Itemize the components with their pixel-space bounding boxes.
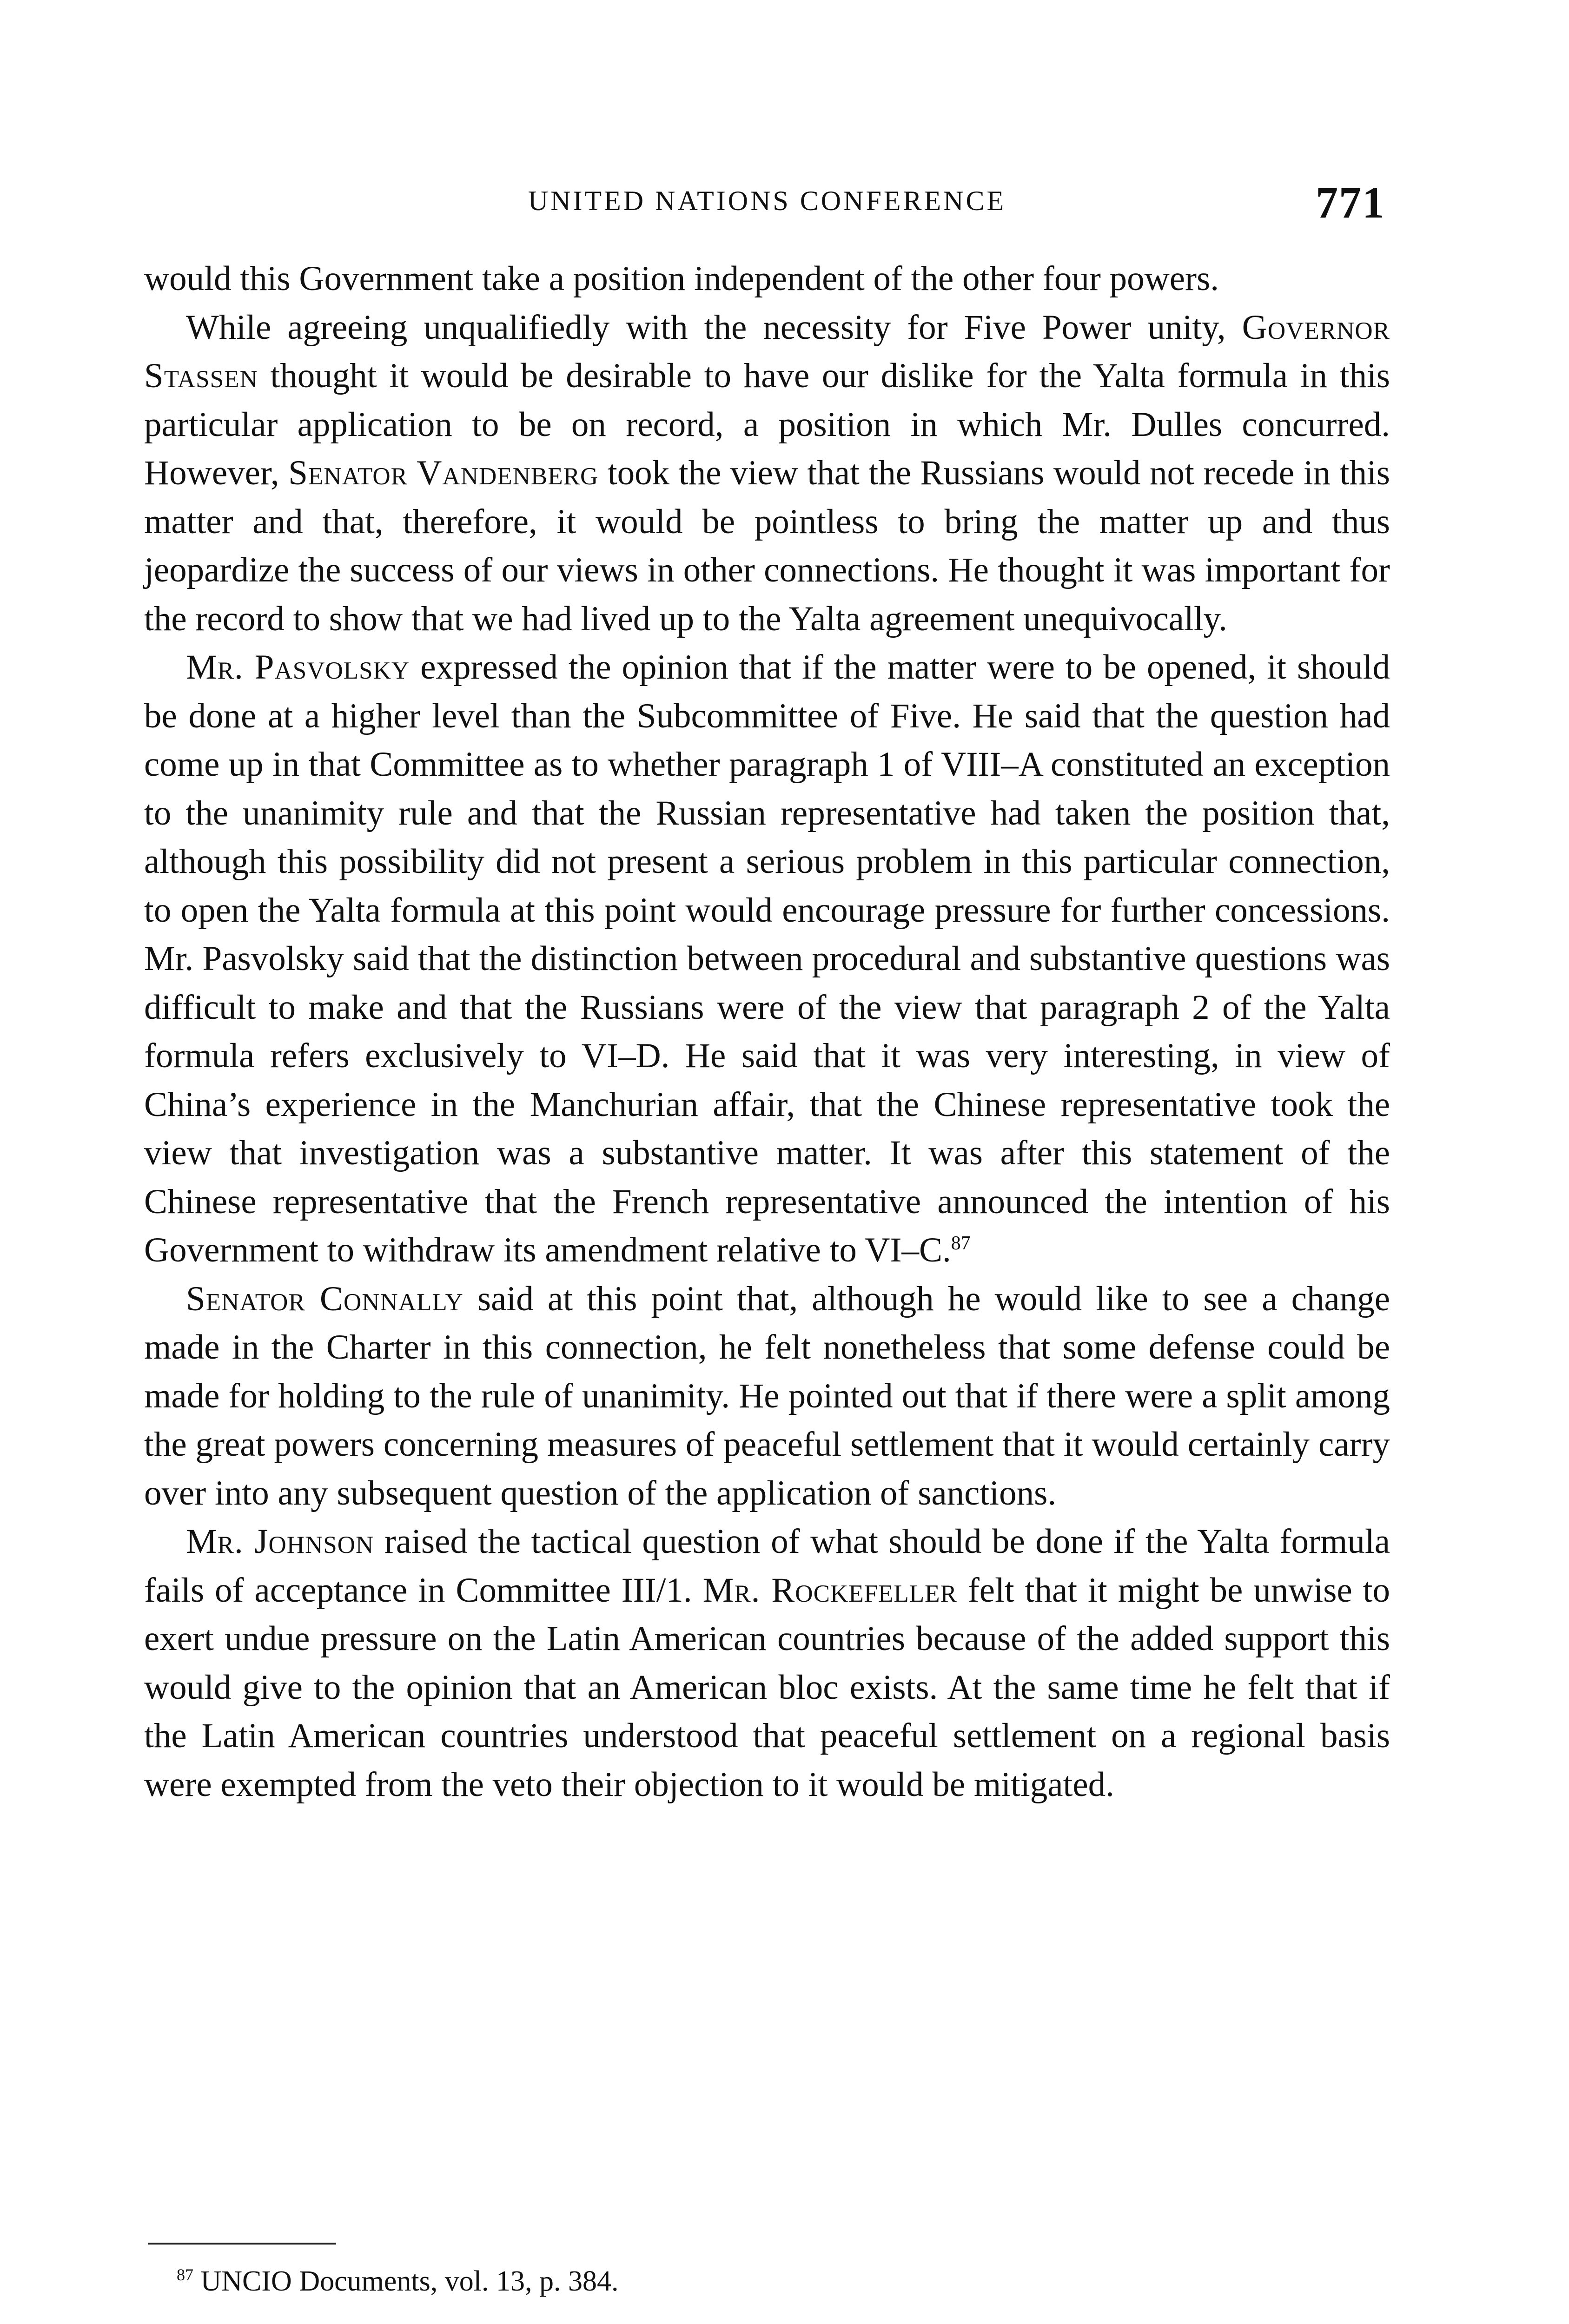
speaker-name: Governor Stassen	[144, 308, 1390, 395]
paragraph-2-text-2: thought it would be desirable to have our dislike for the Yalta formula in this particular application to be on record, a position in which Mr. Dulles concurred. However,	[144, 357, 1390, 492]
paragraph-4-text-1: said at this point that, although he would like to see a change made in the Charter in this connection, he felt nonetheless that some defense could be made for holding to the rule of unanimity. He pointed out that if there were a split among the great powers concerning measures of peaceful settlement that it would certainly carry over into any subsequent question of the application of sanctions.	[144, 1279, 1390, 1512]
running-head	[149, 177, 1385, 228]
footnote-reference: 87	[951, 1233, 971, 1254]
footnote	[177, 2263, 618, 2300]
paragraph-5	[144, 1518, 1390, 1809]
paragraph-2	[144, 304, 1390, 644]
paragraph-2-text-3: took the view that the Russians would not recede in this matter and that, therefore, it would be pointless to bring the matter up and thus jeopardize the success of our views in other connections. He thought it was important for the record to show that we had lived up to the Yalta agreement unequivocally.	[144, 454, 1390, 638]
paragraph-5-text-2: felt that it might be unwise to exert undue pressure on the Latin American countries because of the added support this would give to the opinion that an American bloc exists. At the same time he felt that if the Latin American countries understood that peaceful settlement on a regional basis were exempted from the veto their objection to it would be mitigated.	[144, 1571, 1390, 1804]
footnote-divider	[148, 2243, 336, 2245]
speaker-name: Senator Vandenberg	[288, 454, 599, 492]
speaker-name: Mr. Rockefeller	[702, 1571, 957, 1610]
paragraph-3-text-1: expressed the opinion that if the matter were to be opened, it should be done at a higher level than the Subcommittee of Five. He said that the question had come up in that Committee as to whether paragraph 1 of VIII–A constituted an exception to the unanimity rule and that the Russian representative had taken the position that, although this possibility did not present a serious problem in this particular connection, to open the Yalta formula at this point would encourage pressure for further concessions. Mr. Pasvolsky said that the distinction between procedural and substantive questions was difficult to make and that the Russians were of the view that paragraph 2 of the Yalta formula refers exclusively to VI–D. He said that it was very interesting, in view of China’s experience in the Manchurian affair, that the Chinese representative took the view that investigation was a substantive matter. It was after this statement of the Chinese representative that the French representative announced the intention of his Government to withdraw its amendment relative to VI–C.	[144, 648, 1390, 1269]
paragraph-4	[144, 1275, 1390, 1518]
paragraph-5-text-1: raised the tactical question of what should be done if the Yalta formula fails of acceptance in Committee III/1.	[144, 1522, 1390, 1610]
paragraph-2-text-1: While agreeing unqualifiedly with the necessity for Five Power unity,	[186, 308, 1242, 347]
footnote-text: UNCIO Documents, vol. 13, p. 384.	[200, 2265, 619, 2297]
speaker-name: Mr. Pasvolsky	[186, 648, 410, 687]
page-number: 771	[1316, 178, 1385, 227]
body-text	[144, 255, 1390, 1809]
footnote-marker: 87	[177, 2265, 193, 2284]
paragraph-3	[144, 643, 1390, 1275]
speaker-name: Mr. Johnson	[186, 1522, 374, 1561]
running-title: UNITED NATIONS CONFERENCE	[528, 185, 1006, 216]
speaker-name: Senator Connally	[186, 1279, 463, 1318]
paragraph-1: would this Government take a position independent of the other four powers.	[144, 259, 1219, 298]
